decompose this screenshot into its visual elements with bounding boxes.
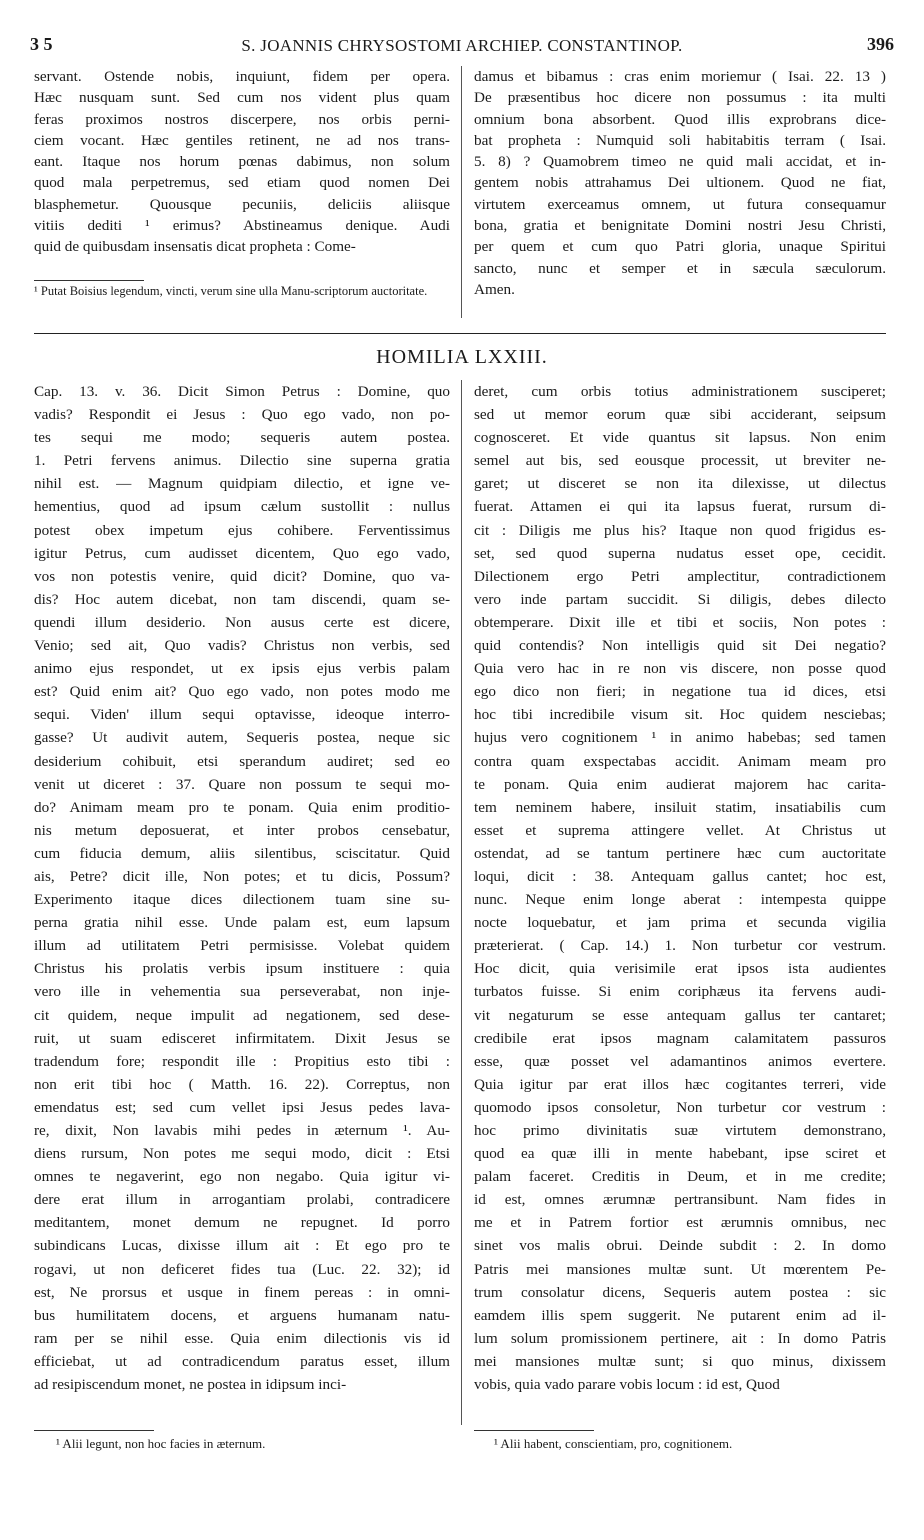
- text-line: set, sed quod superna nudatus esset ope, cecidit.: [474, 544, 886, 562]
- text-line: omnium bona absorbent. Quod illis exprobrans dice-: [474, 110, 886, 128]
- text-line: virtutem exerceamus omnem, ut futura consequamur: [474, 195, 886, 213]
- text-line: te ponam. Quia enim audierat majorem hac carita-: [474, 775, 886, 793]
- text-line: me et in Patrem fortior est ærumnis omnibus, nec: [474, 1214, 886, 1232]
- text-line: sancto, nunc et semper et in sæcula sæculorum.: [474, 259, 886, 277]
- text-line: hujus vero cognitionem ¹ in animo habebas; sed tamen: [474, 729, 886, 747]
- text-line: rogavi, ut non deficeret fides tua (Luc. 22. 32); id: [34, 1260, 450, 1278]
- text-line: potest obex impetum ejus cohibere. Ferventissimus: [34, 521, 450, 539]
- text-line: Experimento itaque dices dilectionem tuam sine su-: [34, 891, 450, 909]
- text-line: turbatos fuisse. Si enim coriphæus ita fervens audi-: [474, 983, 886, 1001]
- text-line: nis metum deposuerat, et inter probos censebatur,: [34, 821, 450, 839]
- text-line: quendi illum desiderio. Non ausus certe est dicere,: [34, 613, 450, 631]
- page-header: [30, 34, 894, 60]
- text-line: palam faceret. Creditis in Deum, et in me credite;: [474, 1168, 886, 1186]
- text-line: illum ad utilitatem Petri permisisse. Volebat quidem: [34, 937, 450, 955]
- text-line: quomodo ipsos consoletur, Non turbetur cor vestrum :: [474, 1098, 886, 1116]
- text-line: cognosceret. Et vide quantus sit lapsus. Non enim: [474, 429, 886, 447]
- text-line: blasphemetur. Quousque pecuniis, deliciis aliisque: [34, 195, 450, 213]
- main-left-column: [34, 380, 450, 1396]
- footnote-rule: [474, 1430, 594, 1431]
- text-line: ciem vocant. Hæc gentiles retinent, ne ad nos trans-: [34, 131, 450, 149]
- text-line: efficiebat, ut ad contradicendum paratus esset, illum: [34, 1352, 450, 1370]
- text-line: Dilectionem ergo Petri amplectitur, contradictionem: [474, 567, 886, 585]
- text-line: ostendat, ad se tantum pertinere hæc cum auctoritate: [474, 844, 886, 862]
- section-rule: [34, 333, 886, 334]
- text-line: feras proximos nostros discerpere, nos orbis perni-: [34, 110, 450, 128]
- text-line: sinet vos malis obrui. Deinde subdit : 2. In domo: [474, 1237, 886, 1255]
- text-line: quod ea quæ illi in mente habebant, ipse sciret et: [474, 1145, 886, 1163]
- column-divider: [461, 66, 462, 318]
- text-line: est? Quid enim ait? Quo ego vado, non potes modo me: [34, 683, 450, 701]
- text-line: 5. 8) ? Quamobrem timeo ne quid mali accidat, et in-: [474, 153, 886, 171]
- column-divider: [461, 380, 462, 1425]
- text-line: Hoc dicit, quia verisimile erat ipsos ista audientes: [474, 960, 886, 978]
- text-line: emendatus est; sed cum vellet ipsi Jesus pedes lava-: [34, 1098, 450, 1116]
- text-line: ram per se nihil esse. Quia enim dilectionis vis id: [34, 1329, 450, 1347]
- text-line: fuerat. Attamen ei qui ita lapsus fuerat, rursum di-: [474, 498, 886, 516]
- text-line: gasse? Ut audivit autem, Sequeris postea, neque sic: [34, 729, 450, 747]
- text-line: cit quidem, neque impulit ad negationem, sed dese-: [34, 1006, 450, 1024]
- text-line: meditantem, monet demum ne repugnet. Id porro: [34, 1214, 450, 1232]
- text-line: Amen.: [474, 280, 515, 298]
- text-line: cit : Diligis me plus his? Itaque non quod frigidus es-: [474, 521, 886, 539]
- text-line: ruit, ut suam edisceret infirmitatem. Dixit Jesus se: [34, 1029, 450, 1047]
- text-line: Hæc nusquam sunt. Sed cum nos vident plus quam: [34, 89, 450, 107]
- text-line: vos non potestis venire, quid dicit? Domine, quo va-: [34, 567, 450, 585]
- text-line: subindicans Lucas, dixisse illum ait : Et ego pro te: [34, 1237, 450, 1255]
- text-line: vadis? Respondit ei Jesus : Quo ego vado, non po-: [34, 406, 450, 424]
- homily-title: HOMILIA LXXIII.: [376, 346, 548, 368]
- text-line: eant. Itaque nos horum pœnas dabimus, non solum: [34, 153, 450, 171]
- text-line: bus humilitatem docens, et arguens humanam natu-: [34, 1306, 450, 1324]
- text-line: nocte loquebatur, et jam prima et secunda vigilia: [474, 914, 886, 932]
- text-line: diens rursum, Non potes me sequi modo, dicit : Etsi: [34, 1145, 450, 1163]
- text-line: perna gratia nihil esse. Unde palam est, eum lapsum: [34, 914, 450, 932]
- text-line: hementius, quod ad ipsum cælum sustollit : nullus: [34, 498, 450, 516]
- text-line: quod mala perpetremus, sed etiam quod nomen Dei: [34, 174, 450, 192]
- text-line: nihil est. — Magnum quidpiam dilectio, et igne ve-: [34, 475, 450, 493]
- text-line: bona, gratia et benignitate Domini nostri Jesu Christi,: [474, 217, 886, 235]
- text-line: bat propheta : Numquid soli habitabitis terram ( Isai.: [474, 131, 886, 149]
- text-line: id est, omnes ærumnæ pertransibunt. Nam fides in: [474, 1191, 886, 1209]
- text-line: Christus his prolatis verbis ipsum instituere : quia: [34, 960, 450, 978]
- text-line: do? Animam meam pro te ponam. Quia enim proditio-: [34, 798, 450, 816]
- left-page-number: 3 5: [30, 34, 53, 54]
- text-line: loqui, dicit : 38. Antequam gallus cantet; hoc est,: [474, 867, 886, 885]
- text-line: Quia vero hac in re non vis discere, non posse quod: [474, 660, 886, 678]
- text-line: tradendum fore; respondit ille : Propitius esto tibi :: [34, 1052, 450, 1070]
- text-line: deret, cum orbis totius administrationem susciperet;: [474, 383, 886, 400]
- text-line: esse, quæ posset vel adamantinos animos evertere.: [474, 1052, 886, 1070]
- text-line: quid de quibusdam insensatis dicat propheta : Come-: [34, 238, 356, 256]
- text-line: est, Ne prorsus et usque in finem pereas : in omni-: [34, 1283, 450, 1301]
- text-line: ais, Petre? dicit ille, Non potes; et tu dicis, Possum?: [34, 867, 450, 885]
- text-line: quid contendis? Non intelligis quid sit Dei negatio?: [474, 637, 886, 655]
- running-title: S. JOANNIS CHRYSOSTOMI ARCHIEP. CONSTANTINOP.: [241, 36, 683, 55]
- top-left-footnote: ¹ Putat Boisius legendum, vincti, verum sine ulla Manu-scriptorum auctoritate.: [34, 284, 428, 298]
- text-line: vero inde partam succidit. Si diligis, debes dilecto: [474, 590, 886, 608]
- text-line: mei mansiones multæ sunt; si quo minus, dixissem: [474, 1352, 886, 1370]
- text-line: hoc primo divinitatis suæ virtutem demonstrano,: [474, 1122, 886, 1139]
- text-line: garet; ut disceret se non ita dilexisse, ut dilectus: [474, 475, 886, 493]
- text-line: ad resipiscendum monet, ne postea in idipsum inci-: [34, 1376, 347, 1394]
- text-line: servant. Ostende nobis, inquiunt, fidem per opera.: [34, 68, 450, 85]
- text-line: præterierat. ( Cap. 14.) 1. Non turbetur cor vestrum.: [474, 937, 886, 955]
- text-line: non erit tibi hoc ( Matth. 16. 22). Correptus, non: [34, 1075, 450, 1093]
- text-line: trum consolatur dicens, Sequeris autem postea : sic: [474, 1283, 886, 1301]
- text-line: damus et bibamus : cras enim moriemur ( Isai. 22. 13 ): [474, 68, 886, 85]
- text-line: credibile erat ipsos magnam calamitatem passuros: [474, 1029, 886, 1047]
- text-line: tes sequi me modo; sequeris autem postea.: [34, 429, 450, 447]
- text-line: Quia igitur par erat illos hæc cogitantes terreri, vide: [474, 1075, 886, 1093]
- text-line: vitiis deditі ¹ erimus? Abstineamus denique. Audi: [34, 217, 450, 235]
- text-line: tem neminem habere, insiluit statim, insatiabilis cum: [474, 798, 886, 816]
- footnote-left: ¹ Alii legunt, non hoc facies in æternum.: [56, 1436, 266, 1451]
- text-line: eamdem illis spem suggerit. Ne putarent enim ad il-: [474, 1306, 886, 1324]
- text-line: venit ut diceret : 37. Quare non possum te sequi mo-: [34, 775, 450, 793]
- text-line: obtemperare. Dixit ille et tibi et sociis, Non potes :: [474, 613, 886, 631]
- text-line: desiderium cohibuit, etsi sperandum audiret; sed eo: [34, 752, 450, 770]
- text-line: cum fiducia demum, aliis silentibus, sciscitatur. Quid: [34, 844, 450, 862]
- text-line: sequi. Viden' illum sequi optavisse, ideoque interro-: [34, 706, 450, 724]
- top-left-column: [34, 66, 450, 258]
- text-line: gentem nobis attrahamus Dei ultionem. Quod ne fiat,: [474, 174, 886, 192]
- text-line: hoc tibi incredibile visum sit. Hoc quidem nesciebas;: [474, 706, 886, 724]
- text-line: Patris mei mansiones multæ sunt. Ut mœrentem Pe-: [474, 1260, 886, 1278]
- footnote-rule: [34, 280, 144, 281]
- text-line: dere erat illum in arrogantiam prolabi, contradicere: [34, 1191, 450, 1209]
- text-line: semel aut bis, sed eousque processit, ut breviter ne-: [474, 452, 886, 470]
- text-line: vero ille in vehementia sua perseverabat, non inje-: [34, 983, 450, 1001]
- text-line: Cap. 13. v. 36. Dicit Simon Petrus : Domine, quo: [34, 383, 450, 400]
- text-line: esset et suprema attingere vellet. At Christus ut: [474, 821, 886, 839]
- text-line: Venio; sed ait, Quo vadis? Christus non verbis, sed: [34, 637, 450, 655]
- text-line: vobis, quia vado parare vobis locum : id est, Quod: [474, 1376, 780, 1394]
- right-page-number: 396: [867, 34, 894, 54]
- footnote-rule: [34, 1430, 154, 1431]
- text-line: re, dixit, Non lavabis mihi pedes in æternum ¹. Au-: [34, 1122, 450, 1139]
- text-line: lum solum promissionem pertinere, ait : In domo Patris: [474, 1329, 886, 1347]
- text-line: De præsentibus hoc dicere non possumus : ita multi: [474, 89, 886, 107]
- text-line: omnes te negaverint, ego non negabo. Quia igitur vi-: [34, 1168, 450, 1186]
- footnote-right: ¹ Alii habent, conscientiam, pro, cognitionem.: [494, 1436, 733, 1451]
- text-line: dis? Hoc autem dicebat, non tam discendi, quam se-: [34, 590, 450, 608]
- text-line: nunc. Neque enim longe aberat : intempesta quippe: [474, 891, 886, 909]
- main-right-column: [474, 380, 886, 1396]
- text-line: ego dico non fieri; in negatione tua id dices, etsi: [474, 683, 886, 701]
- top-right-column: [474, 66, 886, 300]
- text-line: vit negaturum se esse antequam gallus ter cantaret;: [474, 1006, 886, 1024]
- text-line: per quem et cum quo Patri gloria, unaque Spiritui: [474, 238, 886, 256]
- text-line: contra quam exspectabas accidit. Animam meam pro: [474, 752, 886, 770]
- text-line: 1. Petri fervens animus. Dilectio sine superna gratia: [34, 452, 450, 470]
- text-line: sed ut memor eorum quæ sibi acciderant, seipsum: [474, 406, 886, 424]
- text-line: igitur Petrus, cum audisset dicentem, Quo ego vado,: [34, 544, 450, 562]
- text-line: animo ejus respondet, ut ex ipsis ejus verbis palam: [34, 660, 450, 678]
